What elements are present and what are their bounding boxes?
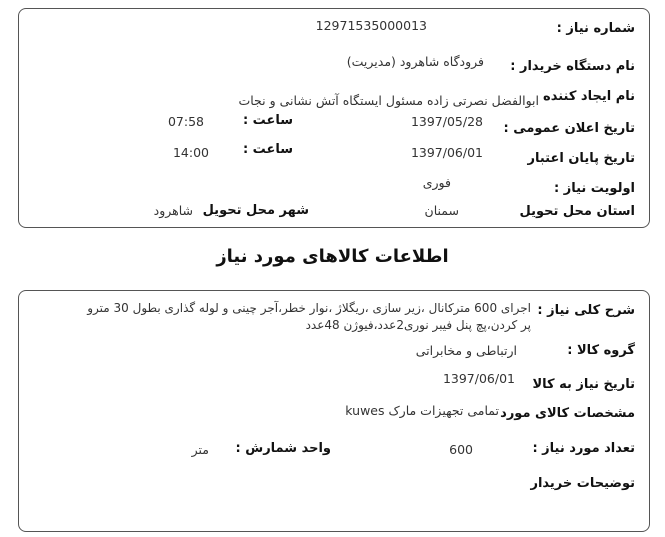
buyer-notes-label: توضیحات خریدار — [530, 476, 635, 491]
province-value: سمنان — [424, 203, 459, 218]
creator-label: نام ایجاد کننده — [543, 89, 635, 104]
description-line-2: پر کردن،پچ پنل فیبر نوری2عدد،فیوژن 48عدد — [305, 318, 531, 332]
province-label: استان محل تحویل — [519, 204, 635, 219]
priority-label: اولویت نیاز : — [553, 181, 635, 196]
buyer-value: فرودگاه شاهرود (مدیریت) — [346, 54, 484, 69]
expire-date-value: 1397/06/01 — [410, 145, 483, 160]
group-label: گروه کالا : — [567, 343, 635, 358]
expire-time-value: 14:00 — [172, 145, 209, 160]
creator-value: ابوالفضل نصرتی زاده مسئول ایستگاه آتش نشانی و نجات — [238, 93, 539, 108]
expire-time-label: ساعت : — [242, 142, 293, 157]
announce-time-label: ساعت : — [242, 113, 293, 128]
group-value: ارتباطی و مخابراتی — [415, 343, 517, 358]
announce-time-value: 07:58 — [167, 114, 204, 129]
goods-details-panel — [18, 290, 650, 532]
description-label: شرح کلی نیاز : — [537, 303, 635, 318]
buyer-label: نام دستگاه خریدار : — [510, 59, 635, 74]
city-label: شهر محل تحویل — [202, 203, 309, 218]
announce-date-label: تاریخ اعلان عمومی : — [503, 121, 635, 136]
unit-value: متر — [191, 442, 209, 457]
priority-value: فوری — [422, 175, 451, 190]
announce-date-value: 1397/05/28 — [410, 114, 483, 129]
section-title: اطلاعات کالاهای مورد نیاز — [216, 246, 449, 267]
need-date-value: 1397/06/01 — [442, 371, 515, 386]
unit-label: واحد شمارش : — [235, 441, 331, 456]
quantity-value: 600 — [449, 442, 473, 457]
specs-label: مشخصات کالای مورد — [500, 406, 635, 421]
need-number-value: 12971535000013 — [315, 18, 427, 33]
quantity-label: تعداد مورد نیاز : — [532, 441, 635, 456]
city-value: شاهرود — [153, 203, 193, 218]
need-number-label: شماره نیاز : — [556, 21, 635, 36]
need-header-panel — [18, 8, 650, 228]
description-line-1: اجرای 600 مترکانال ،زیر سازی ،ریگلاژ ،نوار خطر،آجر چینی و لوله گذاری بطول 30 مترو — [87, 301, 531, 315]
expire-date-label: تاریخ پایان اعتبار — [527, 151, 635, 166]
need-date-label: تاریخ نیاز به کالا — [532, 377, 635, 392]
specs-value: تمامی تجهیزات مارک kuwes — [345, 403, 499, 418]
